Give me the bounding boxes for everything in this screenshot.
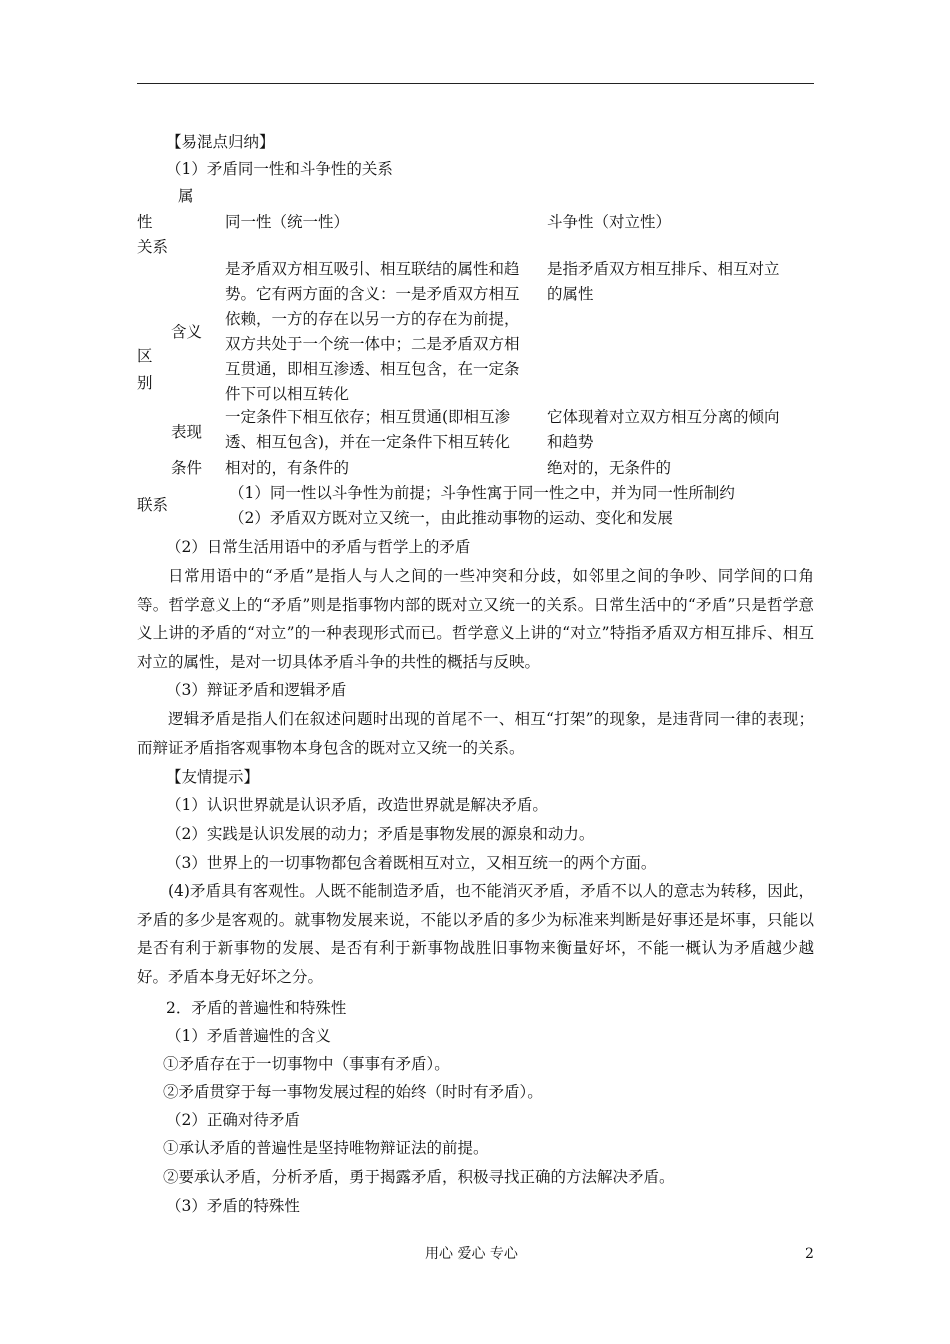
subheading-2: （2）日常生活用语中的矛盾与哲学上的矛盾 [166, 538, 471, 556]
table-group-label-2: 别 [137, 374, 153, 392]
heading-tips: 【友情提示】 [166, 768, 260, 786]
tip-4: (4)矛盾具有客观性。人既不能制造矛盾，也不能消灭矛盾，矛盾不以人的意志为转移，因此，矛盾的多少是客观的。就事物发展来说，不能以矛盾的多少为标准来判断是好事还是坏事，只能以是否有利于新事物的发展、是否有利于新事物战胜旧事物来衡量好坏，不能一概认为矛盾越少越好。矛盾本身无好坏之分。 [137, 882, 814, 986]
table-row-condition-label: 条件 [171, 459, 203, 477]
section-2-sub-3: （3）矛盾的特殊性 [166, 1197, 300, 1215]
section-2-sub-2: （2）正确对待矛盾 [166, 1111, 300, 1129]
table-row-manifest-label: 表现 [171, 423, 203, 441]
paragraph-3: 逻辑矛盾是指人们在叙述问题时出现的首尾不一、相互“打架”的现象，是违背同一律的表现；而辩证矛盾指客观事物本身包含的既对立又统一的关系。 [137, 710, 814, 757]
heading-confusion: 【易混点归纳】 [166, 133, 275, 151]
table-row-condition-col2: 绝对的，无条件的 [547, 459, 672, 477]
table-connection-1: （1）同一性以斗争性为前提；斗争性寓于同一性之中，并为同一性所制约 [229, 484, 735, 502]
table-corner-top: 属 [178, 187, 194, 205]
table-connection-label: 联系 [137, 496, 169, 514]
tip-3: （3）世界上的一切事物都包含着既相互对立，又相互统一的两个方面。 [166, 854, 657, 872]
table-col2-header: 斗争性（对立性） [547, 213, 672, 231]
header-rule [137, 83, 814, 84]
subheading-3: （3）辩证矛盾和逻辑矛盾 [166, 681, 347, 699]
subheading-1: （1）矛盾同一性和斗争性的关系 [166, 160, 393, 178]
table-group-label-1: 区 [137, 347, 153, 365]
table-row-manifest-col2: 它体现着对立双方相互分离的倾向和趋势 [547, 408, 780, 451]
table-row-meaning-label: 含义 [171, 323, 203, 341]
section-2-item-1: ①矛盾存在于一切事物中（事事有矛盾）。 [163, 1055, 450, 1073]
paragraph-2: 日常用语中的“矛盾”是指人与人之间的一些冲突和分歧，如邻里之间的争吵、同学间的口角等。哲学意义上的“矛盾”则是指事物内部的既对立又统一的关系。日常生活中的“矛盾”只是哲学意义上讲的矛盾的“对立”的一种表现形式而已。哲学意义上讲的“对立”特指矛盾双方相互排斥、相互对立的属性，是对一切具体矛盾斗争的共性的概括与反映。 [137, 567, 814, 671]
section-2-item-2: ②矛盾贯穿于每一事物发展过程的始终（时时有矛盾）。 [163, 1083, 543, 1101]
table-row-condition-col1: 相对的，有条件的 [225, 459, 350, 477]
section-2-item-4: ②要承认矛盾，分析矛盾，勇于揭露矛盾，积极寻找正确的方法解决矛盾。 [163, 1168, 675, 1186]
table-row-manifest-col1: 一定条件下相互依存；相互贯通(即相互渗透、相互包含)，并在一定条件下相互转化 [225, 408, 511, 451]
table-corner-bottom: 关系 [137, 238, 169, 256]
tip-2: （2）实践是认识发展的动力；矛盾是事物发展的源泉和动力。 [166, 825, 595, 843]
table-connection-2: （2）矛盾双方既对立又统一，由此推动事物的运动、变化和发展 [229, 509, 673, 527]
table-row-meaning-col1: 是矛盾双方相互吸引、相互联结的属性和趋势。它有两方面的含义：一是矛盾双方相互依赖，一方的存在以另一方的存在为前提，双方共处于一个统一体中；二是矛盾双方相互贯通，即相互渗透、相互包含，在一定条件下可以相互转化 [225, 260, 520, 403]
table-corner-mid: 性 [137, 213, 153, 231]
table-col1-header: 同一性（统一性） [225, 213, 350, 231]
section-2-item-3: ①承认矛盾的普遍性是坚持唯物辩证法的前提。 [163, 1139, 489, 1157]
section-2-heading: 2．矛盾的普遍性和特殊性 [166, 999, 347, 1017]
section-2-sub-1: （1）矛盾普遍性的含义 [166, 1027, 331, 1045]
table-row-meaning-col2: 是指矛盾双方相互排斥、相互对立的属性 [547, 260, 780, 303]
footer-center: 用心 爱心 专心 [425, 1246, 518, 1262]
tip-1: （1）认识世界就是认识矛盾，改造世界就是解决矛盾。 [166, 796, 548, 814]
page-number: 2 [805, 1246, 814, 1262]
